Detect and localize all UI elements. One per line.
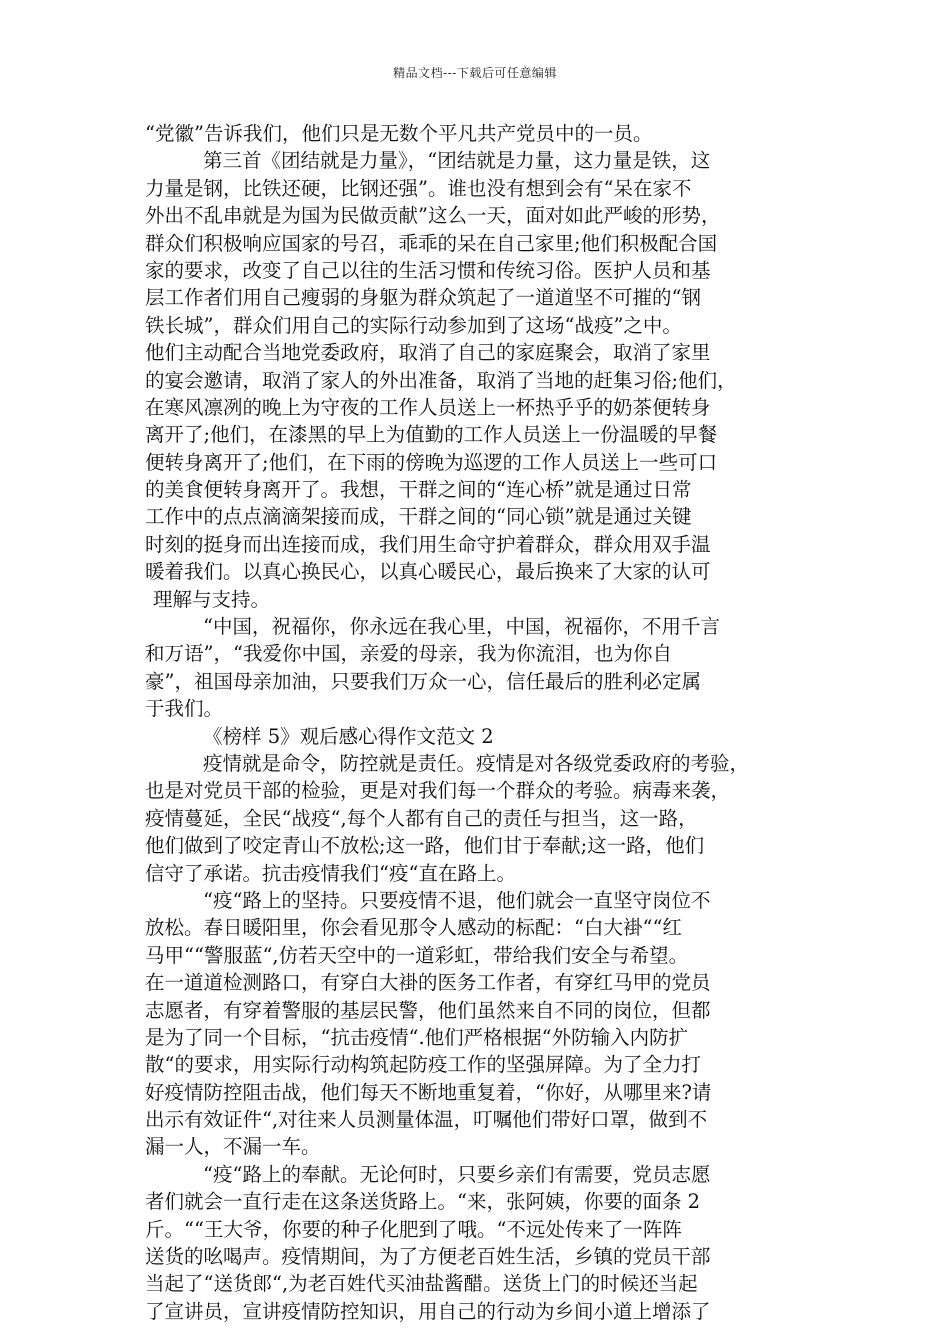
text-line: 层工作者们用自己瘦弱的身躯为群众筑起了一道道坚不可摧的“钢 — [145, 286, 701, 310]
text-line: 在寒风凛冽的晚上为守夜的工作人员送上一杯热乎乎的奶茶便转身 — [145, 395, 711, 419]
text-line: 也是对党员干部的检验，更是对我们每一个群众的考验。病毒来袭， — [145, 779, 731, 803]
text-line: 送货的吆喝声。疫情期间，为了方便老百姓生活，乡镇的党员干部 — [145, 1245, 711, 1269]
text-line: 了宣讲员，宣讲疫情防控知识，用自己的行动为乡间小道上增添了 — [145, 1299, 711, 1323]
text-line: 第三首《团结就是力量》，“团结就是力量，这力量是铁，这 — [203, 149, 711, 173]
text-line: 散“的要求，用实际行动构筑起防疫工作的坚强屏障。为了全力打 — [145, 1053, 701, 1077]
text-line: “中国，祝福你，你永远在我心里，中国，祝福你，不用千言 — [203, 615, 720, 639]
text-line: 铁长城”，群众们用自己的实际行动参加到了这场“战疫”之中。 — [145, 313, 682, 337]
text-line: 家的要求，改变了自己以往的生活习惯和传统习俗。医护人员和基 — [145, 258, 711, 282]
text-line: 理解与支持。 — [153, 587, 271, 611]
text-line: 《榜样 5》观后感心得作文范文 2 — [203, 724, 494, 748]
text-line: 外出不乱串就是为国为民做贡献”这么一天，面对如此严峻的形势， — [145, 204, 721, 228]
text-line: 好疫情防控阻击战，他们每天不断地重复着，“你好，从哪里来?请 — [145, 1080, 712, 1104]
text-line: 志愿者，有穿着警服的基层民警，他们虽然来自不同的岗位，但都 — [145, 998, 711, 1022]
text-line: 的宴会邀请，取消了家人的外出准备，取消了当地的赶集习俗;他们， — [145, 368, 737, 392]
text-line: 出示有效证件“,对往来人员测量体温，叮嘱他们带好口罩，做到不 — [145, 1108, 708, 1132]
text-line: 是为了同一个目标，“抗击疫情“.他们严格根据“外防输入内防扩 — [145, 1025, 689, 1049]
text-line: 暖着我们。以真心换民心，以真心暖民心，最后换来了大家的认可 — [145, 560, 711, 584]
text-line: 他们主动配合当地党委政府，取消了自己的家庭聚会，取消了家里 — [145, 341, 711, 365]
text-line: 在一道道检测路口，有穿白大褂的医务工作者，有穿红马甲的党员 — [145, 971, 711, 995]
page-header: 精品文档---下载后可任意编辑 — [393, 66, 557, 80]
text-line: 的美食便转身离开了。我想，干群之间的“连心桥”就是通过日常 — [145, 478, 692, 502]
text-line: 工作中的点点滴滴架接而成，干群之间的“同心锁”就是通过关键 — [145, 505, 692, 529]
text-line: 漏一人，不漏一车。 — [145, 1135, 321, 1159]
text-line: 他们做到了咬定青山不放松;这一路，他们甘于奉献;这一路，他们 — [145, 834, 705, 858]
text-line: 疫情就是命令，防控就是责任。疫情是对各级党委政府的考验， — [203, 751, 750, 775]
text-line: 信守了承诺。抗击疫情我们“疫“直在路上。 — [145, 861, 516, 885]
document-body — [145, 120, 817, 1325]
text-line: 放松。春日暖阳里，你会看见那令人感动的标配：“白大褂““红 — [145, 916, 682, 940]
text-line: 者们就会一直行走在这条送货路上。“来，张阿姨，你要的面条 2 — [145, 1190, 701, 1214]
text-line: 豪”，祖国母亲加油，只要我们万众一心，信任最后的胜利必定属 — [145, 669, 701, 693]
text-line: 和万语”，“我爱你中国，亲爱的母亲，我为你流泪，也为你自 — [145, 642, 672, 666]
text-line: “疫“路上的奉献。无论何时，只要乡亲们有需要，党员志愿 — [203, 1162, 711, 1186]
text-line: “疫“路上的坚持。只要疫情不退，他们就会一直坚守岗位不 — [203, 888, 711, 912]
text-line: 马甲““警服蓝“,仿若天空中的一道彩虹，带给我们安全与希望。 — [145, 943, 689, 967]
text-line: 离开了;他们，在漆黑的早上为值勤的工作人员送上一份温暖的早餐 — [145, 423, 718, 447]
text-line: “党徽”告诉我们，他们只是无数个平凡共产党员中的一员。 — [145, 122, 653, 145]
text-line: 便转身离开了;他们，在下雨的傍晚为巡逻的工作人员送上一些可口 — [145, 450, 718, 474]
text-line: 疫情蔓延，全民“战疫“,每个人都有自己的责任与担当，这一路， — [145, 806, 698, 830]
text-line: 群众们积极响应国家的号召，乖乖的呆在自己家里;他们积极配合国 — [145, 231, 718, 255]
text-line: 时刻的挺身而出连接而成，我们用生命守护着群众，群众用双手温 — [145, 532, 711, 556]
text-line: 斤。““王大爷，你要的种子化肥到了哦。“不远处传来了一阵阵 — [145, 1217, 682, 1241]
text-line: 力量是钢，比铁还硬，比钢还强”。谁也没有想到会有“呆在家不 — [145, 176, 692, 200]
text-line: 于我们。 — [145, 697, 224, 721]
text-line: 当起了“送货郎“,为老百姓代买油盐酱醋。送货上门的时候还当起 — [145, 1272, 698, 1296]
